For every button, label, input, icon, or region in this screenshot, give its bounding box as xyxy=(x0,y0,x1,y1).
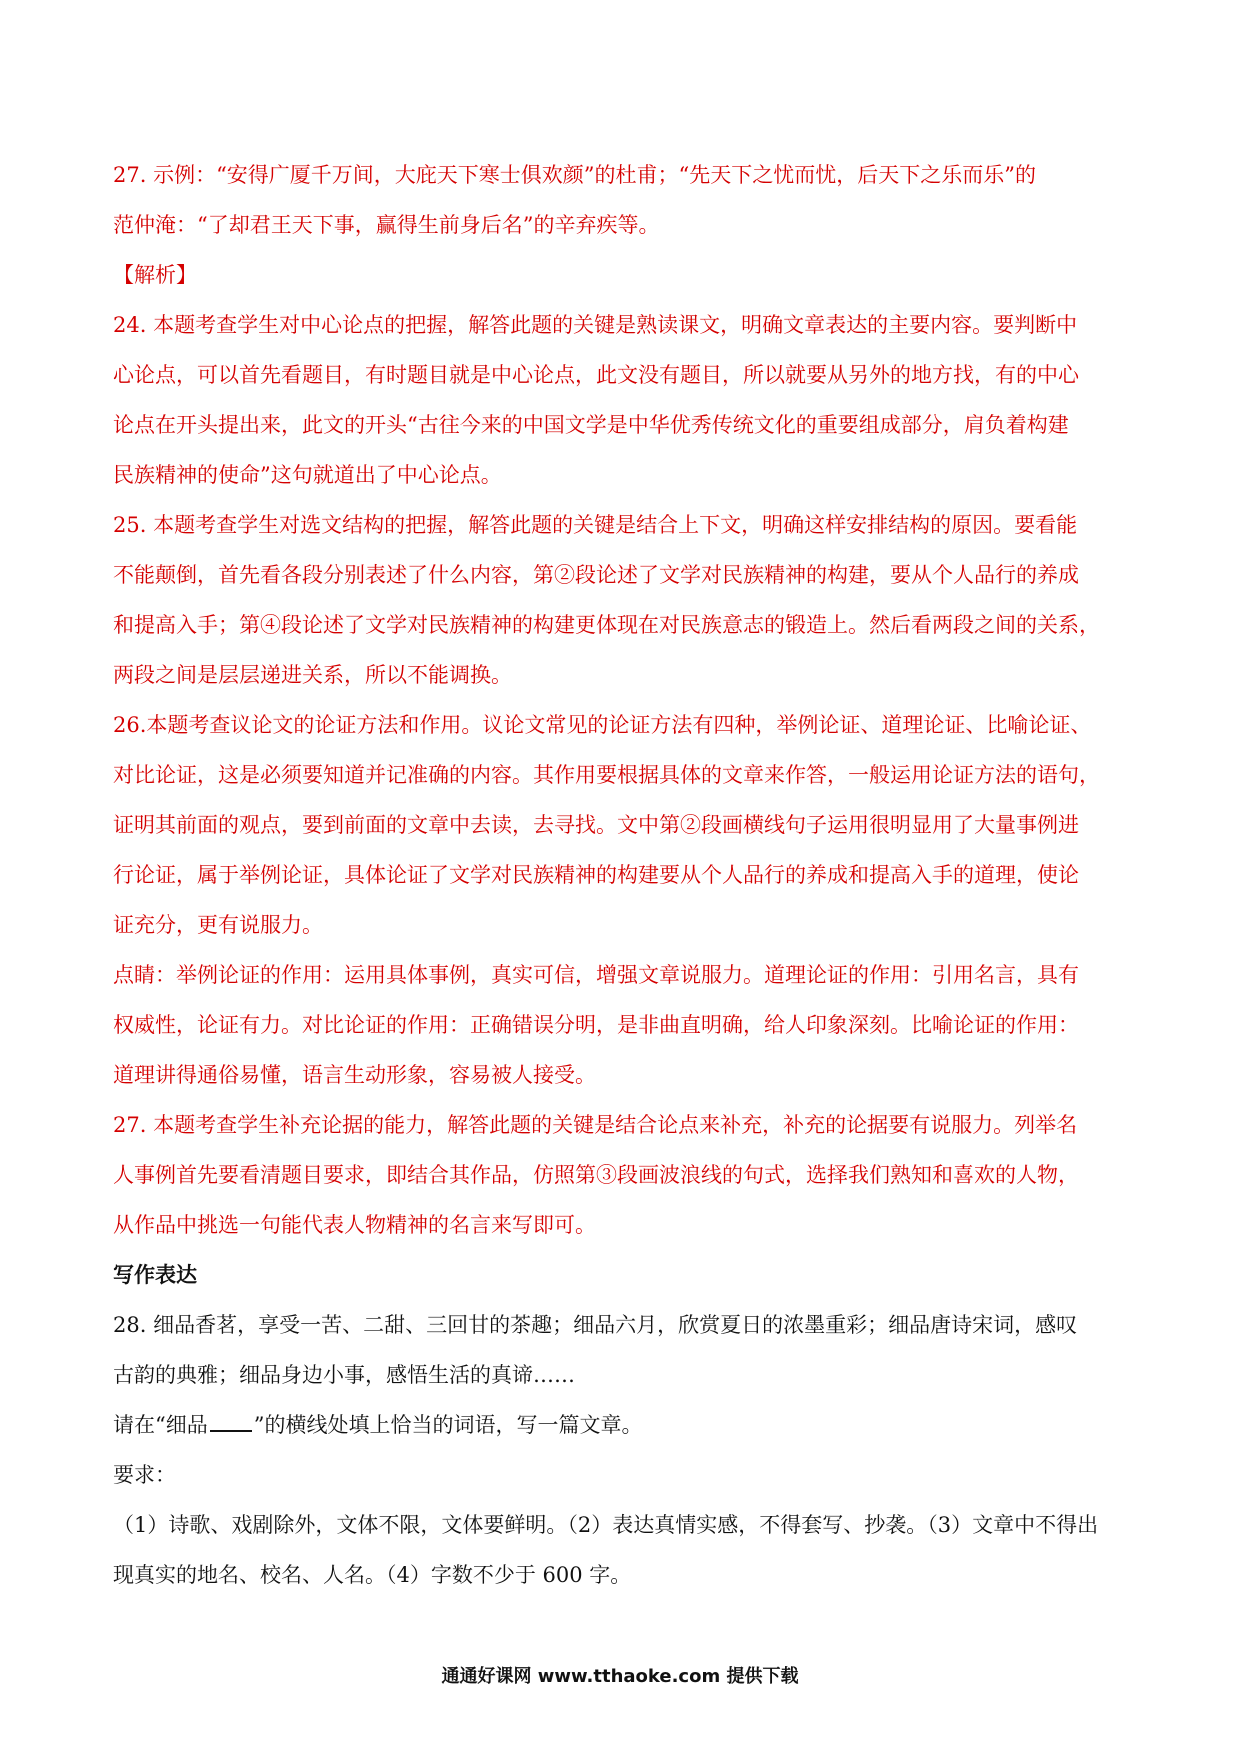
q28-line-2: 古韵的典雅；细品身边小事，感悟生活的真谛…… xyxy=(113,1363,575,1387)
analysis-q24-line: 24. 本题考查学生对中心论点的把握，解答此题的关键是熟读课文，明确文章表达的主要内容。要判断中 xyxy=(113,313,1078,337)
q28-line-1: 28. 细品香茗，享受一苦、二甜、三回甘的茶趣；细品六月，欣赏夏日的浓墨重彩；细品唐诗宋词，感叹 xyxy=(113,1313,1078,1337)
analysis-q26-line: 证明其前面的观点，要到前面的文章中去读，去寻找。文中第②段画横线句子运用很明显用了大量事例进 xyxy=(113,813,1079,837)
analysis-q25 xyxy=(113,500,1133,700)
analysis-tip-line: 权威性，论证有力。对比论证的作用：正确错误分明，是非曲直明确，给人印象深刻。比喻论证的作用： xyxy=(113,1013,1079,1037)
analysis-heading: 【解析】 xyxy=(113,263,197,287)
analysis-q25-line: 25. 本题考查学生对选文结构的把握，解答此题的关键是结合上下文，明确这样安排结构的原因。要看能 xyxy=(113,513,1078,537)
requirements-line-1: （1）诗歌、戏剧除外，文体不限，文体要鲜明。（2）表达真情实感，不得套写、抄袭。（3）文章中不得出 xyxy=(113,1513,1099,1537)
writing-heading: 写作表达 xyxy=(113,1262,197,1287)
document-body xyxy=(113,150,1133,1600)
analysis-q27-line: 27. 本题考查学生补充论据的能力，解答此题的关键是结合论点来补充，补充的论据要有说服力。列举名 xyxy=(113,1113,1078,1137)
analysis-q26-line: 对比论证，这是必须要知道并记准确的内容。其作用要根据具体的文章来作答，一般运用论证方法的语句， xyxy=(113,763,1100,787)
analysis-q26-line: 26.本题考查议论文的论证方法和作用。议论文常见的论证方法有四种，举例论证、道理论证、比喻论证、 xyxy=(113,713,1092,737)
analysis-q26-line: 证充分，更有说服力。 xyxy=(113,913,323,937)
analysis-q27 xyxy=(113,1100,1133,1250)
analysis-q26-line: 行论证，属于举例论证，具体论证了文学对民族精神的构建要从个人品行的养成和提高入手的道理，使论 xyxy=(113,863,1079,887)
fill-in-blank xyxy=(210,1412,252,1432)
analysis-tip-line: 点睛：举例论证的作用：运用具体事例，真实可信，增强文章说服力。道理论证的作用：引用名言，具有 xyxy=(113,963,1079,987)
analysis-tip xyxy=(113,950,1133,1100)
writing-prompt xyxy=(113,1400,1133,1450)
analysis-q25-line: 不能颠倒，首先看各段分别表述了什么内容，第②段论述了文学对民族精神的构建，要从个人品行的养成 xyxy=(113,563,1079,587)
analysis-q27-line: 人事例首先要看清题目要求，即结合其作品，仿照第③段画波浪线的句式，选择我们熟知和喜欢的人物， xyxy=(113,1163,1079,1187)
analysis-q26 xyxy=(113,700,1133,950)
analysis-q24 xyxy=(113,300,1133,500)
page-footer: 通通好课网 www.tthaoke.com 提供下载 xyxy=(441,1666,799,1687)
writing-prompt-before: 请在“细品 xyxy=(113,1413,208,1437)
writing-prompt-after: ”的横线处填上恰当的词语，写一篇文章。 xyxy=(253,1413,643,1437)
analysis-q25-line: 两段之间是层层递进关系，所以不能调换。 xyxy=(113,663,512,687)
analysis-q24-line: 论点在开头提出来，此文的开头“古往今来的中国文学是中华优秀传统文化的重要组成部分，肩负着构建 xyxy=(113,413,1069,437)
analysis-q24-line: 民族精神的使命”这句就道出了中心论点。 xyxy=(113,463,502,487)
analysis-q24-line: 心论点，可以首先看题目，有时题目就是中心论点，此文没有题目，所以就要从另外的地方找，有的中心 xyxy=(113,363,1079,387)
q27-answer-line-1: 27. 示例：“安得广厦千万间，大庇天下寒士俱欢颜”的杜甫；“先天下之忧而忧，后天下之乐而乐”的 xyxy=(113,163,1037,187)
requirements-line-2: 现真实的地名、校名、人名。（4）字数不少于 600 字。 xyxy=(113,1563,632,1587)
analysis-q27-line: 从作品中挑选一句能代表人物精神的名言来写即可。 xyxy=(113,1213,596,1237)
analysis-tip-line: 道理讲得通俗易懂，语言生动形象，容易被人接受。 xyxy=(113,1063,596,1087)
analysis-q25-line: 和提高入手；第④段论述了文学对民族精神的构建更体现在对民族意志的锻造上。然后看两段之间的关系， xyxy=(113,613,1100,637)
q27-answer-line-2: 范仲淹：“了却君王天下事，赢得生前身后名”的辛弃疾等。 xyxy=(113,213,660,237)
requirements-label: 要求： xyxy=(113,1463,176,1487)
